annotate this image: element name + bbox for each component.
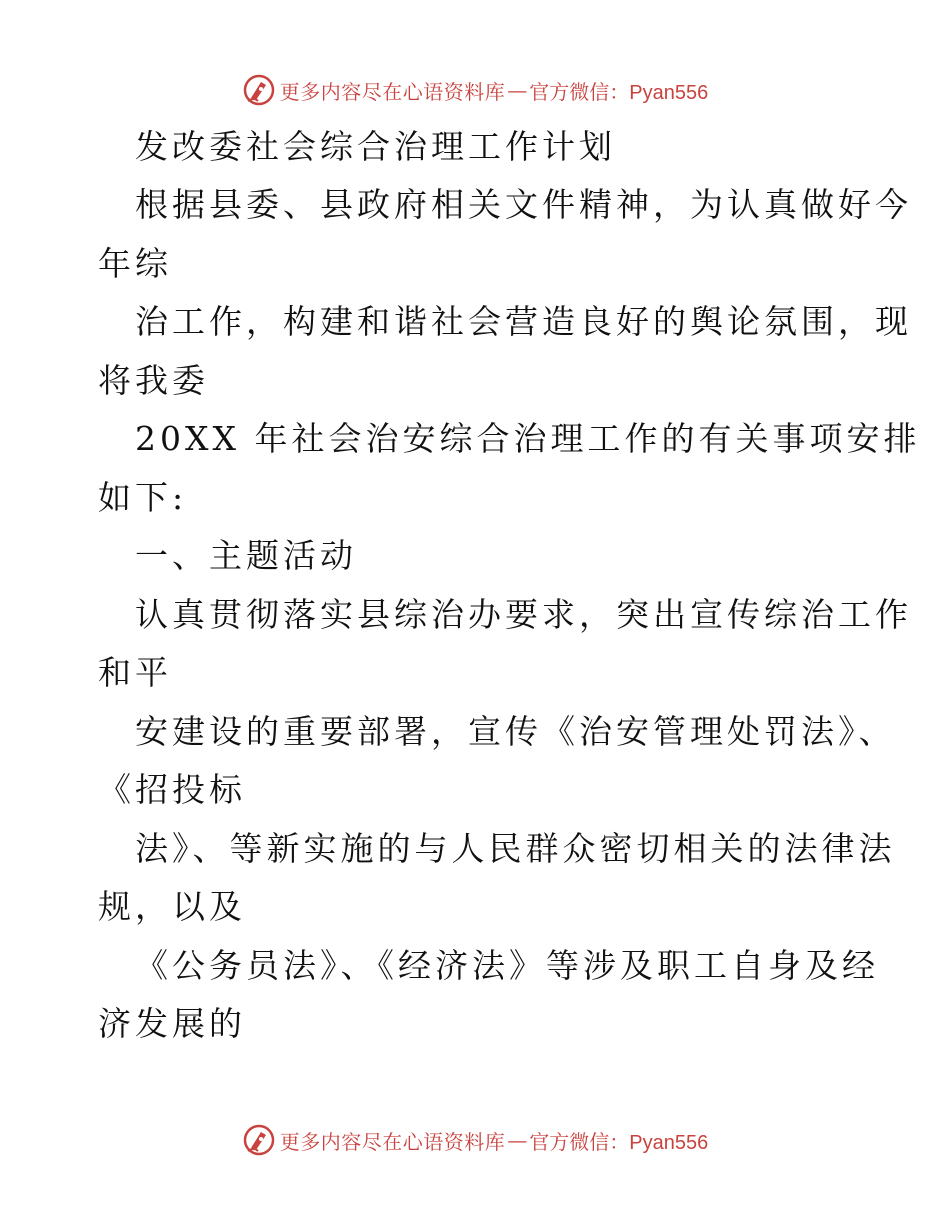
paragraph-line: 安建设的重要部署，宣传《治安管理处罚法》、: [135, 712, 896, 751]
paragraph-line: 认真贯彻落实县综治办要求，突出宣传综治工作: [135, 595, 912, 634]
paragraph-line: 规，以及: [98, 887, 246, 926]
banner-main-text: 更多内容尽在心语资料库: [279, 79, 506, 104]
paragraph-line: 《公务员法》、《经济法》等涉及职工自身及经: [135, 946, 879, 985]
banner-main-text: 更多内容尽在心语资料库: [279, 1129, 506, 1154]
document-title: 发改委社会综合治理工作计划: [135, 127, 616, 166]
paragraph-line: 年综: [98, 244, 172, 283]
paragraph-line: 治工作，构建和谐社会营造良好的舆论氛围，现: [135, 302, 912, 341]
section-heading: 一、主题活动: [135, 536, 357, 575]
paragraph-line: 和平: [98, 653, 172, 692]
paragraph-line: 将我委: [98, 361, 209, 400]
paragraph-line: 根据县委、县政府相关文件精神，为认真做好今: [135, 185, 912, 224]
banner-separator: —: [507, 78, 528, 102]
paragraph-line: 法》、等新实施的与人民群众密切相关的法律法: [135, 829, 896, 868]
banner-separator: —: [507, 1128, 528, 1152]
paragraph-line: 如下:: [98, 478, 188, 517]
pen-nib-logo-icon: [242, 73, 276, 107]
paragraph-line: 《招投标: [98, 770, 246, 809]
pen-nib-logo-icon: [242, 1123, 276, 1157]
banner-wechat-text: 官方微信：Pyan556: [529, 81, 709, 104]
header-watermark-banner: [0, 70, 950, 110]
paragraph-line: 20XX 年社会治安综合治理工作的有关事项安排: [135, 419, 921, 458]
banner-wechat-text: 官方微信：Pyan556: [529, 1131, 709, 1154]
paragraph-line: 济发展的: [98, 1004, 246, 1043]
footer-watermark-banner: [0, 1120, 950, 1160]
